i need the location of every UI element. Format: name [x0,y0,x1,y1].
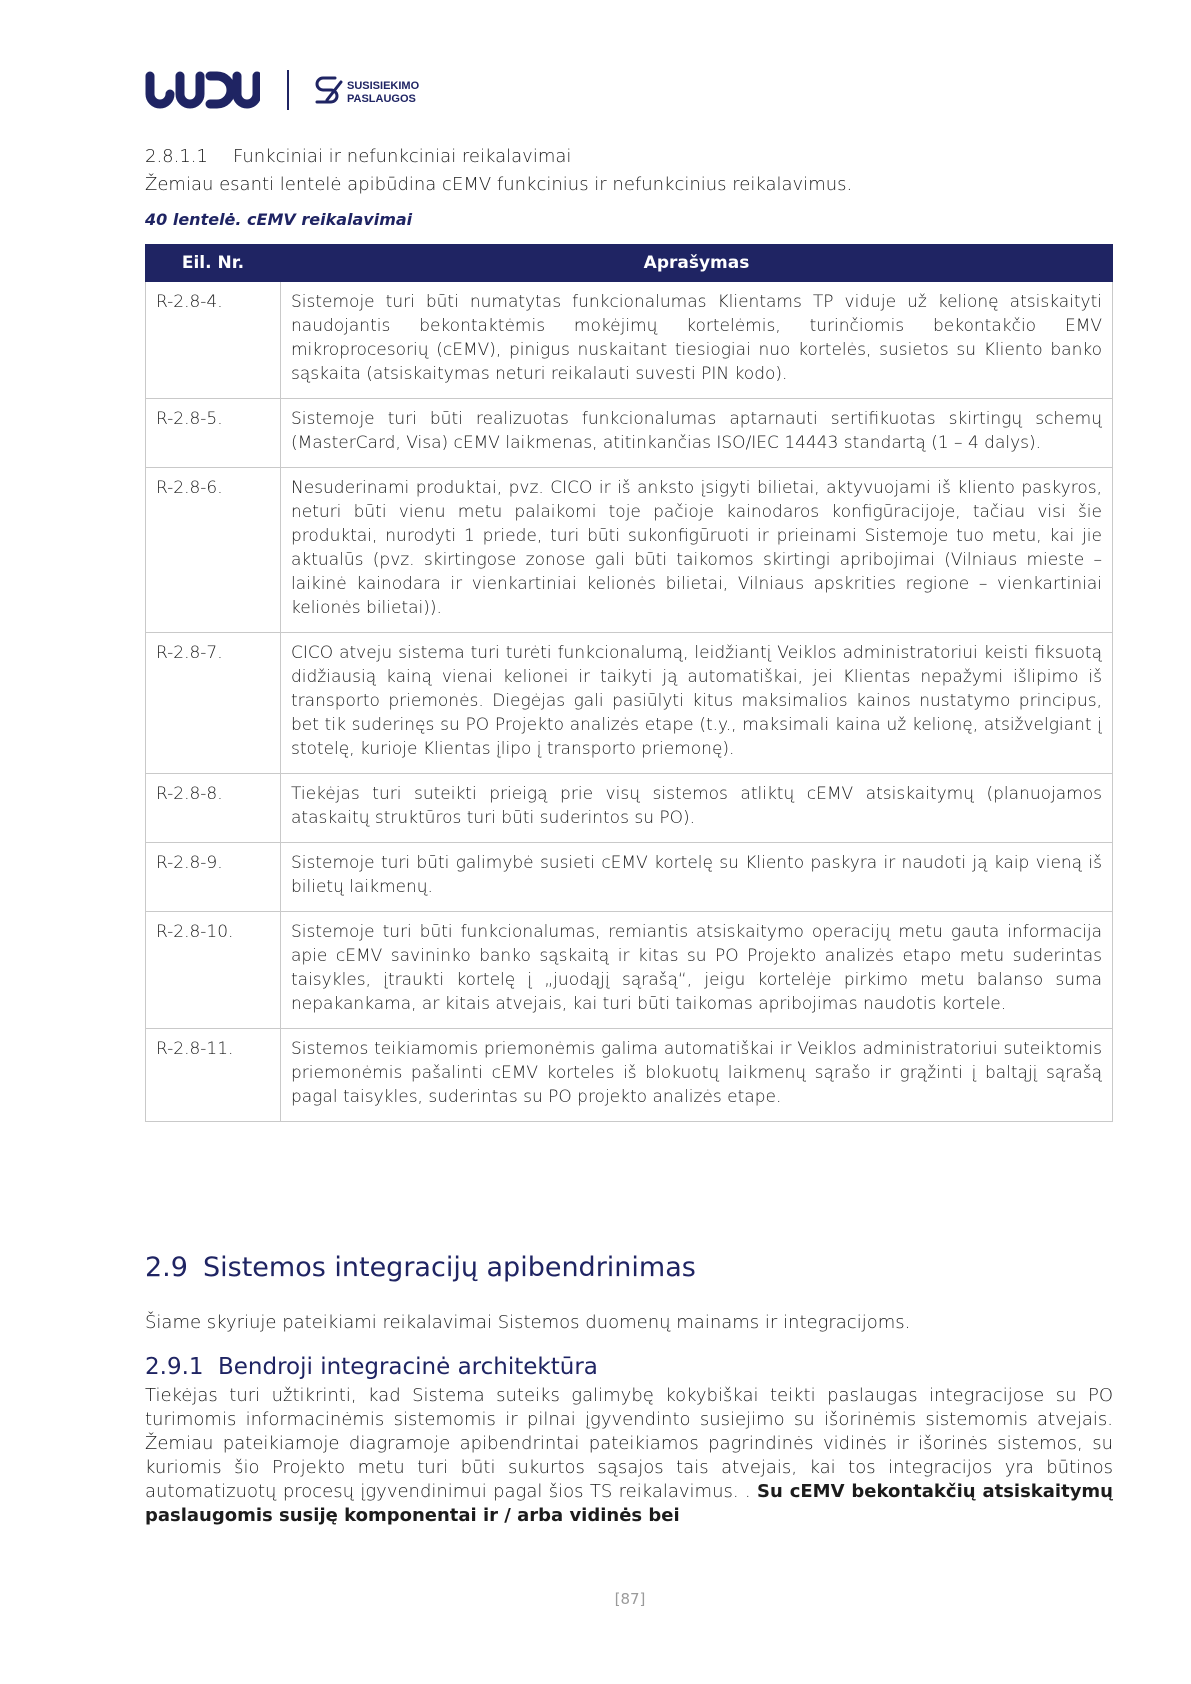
table-row [146,912,1113,1029]
row-description: Sistemoje turi būti galimybė susieti cEMV kortelę su Kliento paskyra ir naudoti ją kaip vieną iš bilietų laikmenų. [281,843,1113,912]
logo-separator [287,70,289,110]
subsection-number: 2.8.1.1 [145,146,208,167]
row-id: R-2.8-10. [146,912,281,1029]
table-row [146,774,1113,843]
row-id: R-2.8-11. [146,1029,281,1122]
subsection-title-2: Bendroji integracinė architektūra [218,1354,598,1380]
table-row [146,468,1113,633]
table-header-row [146,245,1113,282]
row-description: CICO atveju sistema turi turėti funkcionalumą, leidžiantį Veiklos administratoriui keisti fiksuotą didžiausią kainą vienai kelionei ir taikyti ją automatiškai, jei Klientas nepažymi išlipimo iš transporto priemonės. Diegėjas gali pasiūlyti kitus maksimalios kainos nustatymo principus, bet tik suderinęs su PO Projekto analizės etape (t.y., maksimali kaina už kelionę, atsižvelgiant į stotelę, kurioje Klientas įlipo į transporto priemonę). [281,633,1113,774]
page-header [145,66,1115,116]
subsection-heading [145,146,571,167]
header-description: Aprašymas [281,245,1113,282]
row-description: Sistemoje turi būti realizuotas funkcionalumas aptarnauti sertifikuotas skirtingų schemų (MasterCard, Visa) cEMV laikmenas, atitinkančias ISO/IEC 14443 standartą (1 – 4 dalys). [281,399,1113,468]
intro-paragraph: Žemiau esanti lentelė apibūdina cEMV funkcinius ir nefunkcinius reikalavimus. [145,174,853,195]
body-bold-text: Su cEMV bekontakčių atsiskaitymų paslaugomis susiję komponentai ir / arba vidinės bei [145,1481,1113,1526]
table-row [146,399,1113,468]
table-row [146,843,1113,912]
header-id: Eil. Nr. [146,245,281,282]
row-id: R-2.8-7. [146,633,281,774]
subsection-number-2: 2.9.1 [145,1354,204,1380]
body-paragraph [145,1384,1113,1528]
row-description: Nesuderinami produktai, pvz. CICO ir iš anksto įsigyti bilietai, aktyvuojami iš kliento paskyros, neturi būti vienu metu palaikomi toje pačioje kainodaros konfigūracijoje, tačiau visi šie produktai, nurodyti 1 priede, turi būti sukonfigūruoti ir prieinami Sistemoje tuo metu, kai jie aktualūs (pvz. skirtingose zonose gali būti taikomos skirtingi apribojimai (Vilniaus mieste – laikinė kainodara ir vienkartiniai kelionės bilietai, Vilniaus apskrities regione – vienkartiniai kelionės bilietai)). [281,468,1113,633]
requirements-table [145,244,1113,1122]
table-row [146,633,1113,774]
row-description: Sistemos teikiamomis priemonėmis galima automatiškai ir Veiklos administratoriui suteiktomis priemonėmis pašalinti cEMV korteles iš blokuotų laikmenų sąrašo ir grąžinti į baltąjį sąrašą pagal taisykles, suderintas su PO projekto analizės etape. [281,1029,1113,1122]
row-id: R-2.8-6. [146,468,281,633]
susisiekimo-paslaugos-logo [313,74,423,108]
row-id: R-2.8-5. [146,399,281,468]
section-title: Sistemos integracijų apibendrinimas [203,1252,696,1283]
section-heading [145,1252,696,1283]
row-description: Sistemoje turi būti numatytas funkcionalumas Klientams TP viduje už kelionę atsiskaityti naudojantis bekontaktėmis mokėjimų kortelėmis, turinčiomis bekontakčio EMV mikroprocesorių (cEMV), pinigus nuskaitant tiesiogiai nuo kortelės, susietos su Kliento banko sąskaita (atsiskaitymas neturi reikalauti suvesti PIN kodo). [281,282,1113,399]
subsection-title: Funkciniai ir nefunkciniai reikalavimai [233,146,572,167]
row-id: R-2.8-4. [146,282,281,399]
table-row [146,1029,1113,1122]
svg-text:PASLAUGOS: PASLAUGOS [347,93,416,105]
table-row [146,282,1113,399]
table-caption: 40 lentelė. cEMV reikalavimai [145,210,413,229]
section-number: 2.9 [145,1252,188,1283]
svg-text:SUSISIEKIMO: SUSISIEKIMO [347,80,420,92]
section-paragraph: Šiame skyriuje pateikiami reikalavimai Sistemos duomenų mainams ir integracijoms. [145,1312,911,1333]
row-description: Tiekėjas turi suteikti prieigą prie visų sistemos atliktų cEMV atsiskaitymų (planuojamos ataskaitų struktūros turi būti suderintos su PO). [281,774,1113,843]
subsection-heading-2 [145,1354,598,1380]
body-text: Tiekėjas turi užtikrinti, kad Sistema suteiks galimybę kokybiškai teikti paslaugas integracijose su PO turimomis informacinėmis sistemomis ir pilnai įgyvendinto susiejimo su išorinėmis sistemomis atvejais. Žemiau pateikiamoje diagramoje apibendrintai pateikiamos pagrindinės vidinės ir išorinės sistemos, su kuriomis šio Projekto metu turi būti sukurtos sąsajos tais atvejais, kai tos integracijos yra būtinos automatizuotų procesų įgyvendinimui pagal šios TS reikalavimus. . [145,1385,1113,1502]
row-id: R-2.8-8. [146,774,281,843]
row-description: Sistemoje turi būti funkcionalumas, remiantis atsiskaitymo operacijų metu gauta informacija apie cEMV savininko banko sąskaitą ir kitas su PO Projekto analizės etapo metu suderintas taisykles, įtraukti kortelę į „juodąjį sąrašą“, jeigu kortelėje pirkimo metu balanso suma nepakankama, ar kitais atvejais, kai turi būti taikomas apribojimas naudotis kortele. [281,912,1113,1029]
judu-logo [145,70,260,110]
row-id: R-2.8-9. [146,843,281,912]
page-number: [87] [614,1590,646,1608]
